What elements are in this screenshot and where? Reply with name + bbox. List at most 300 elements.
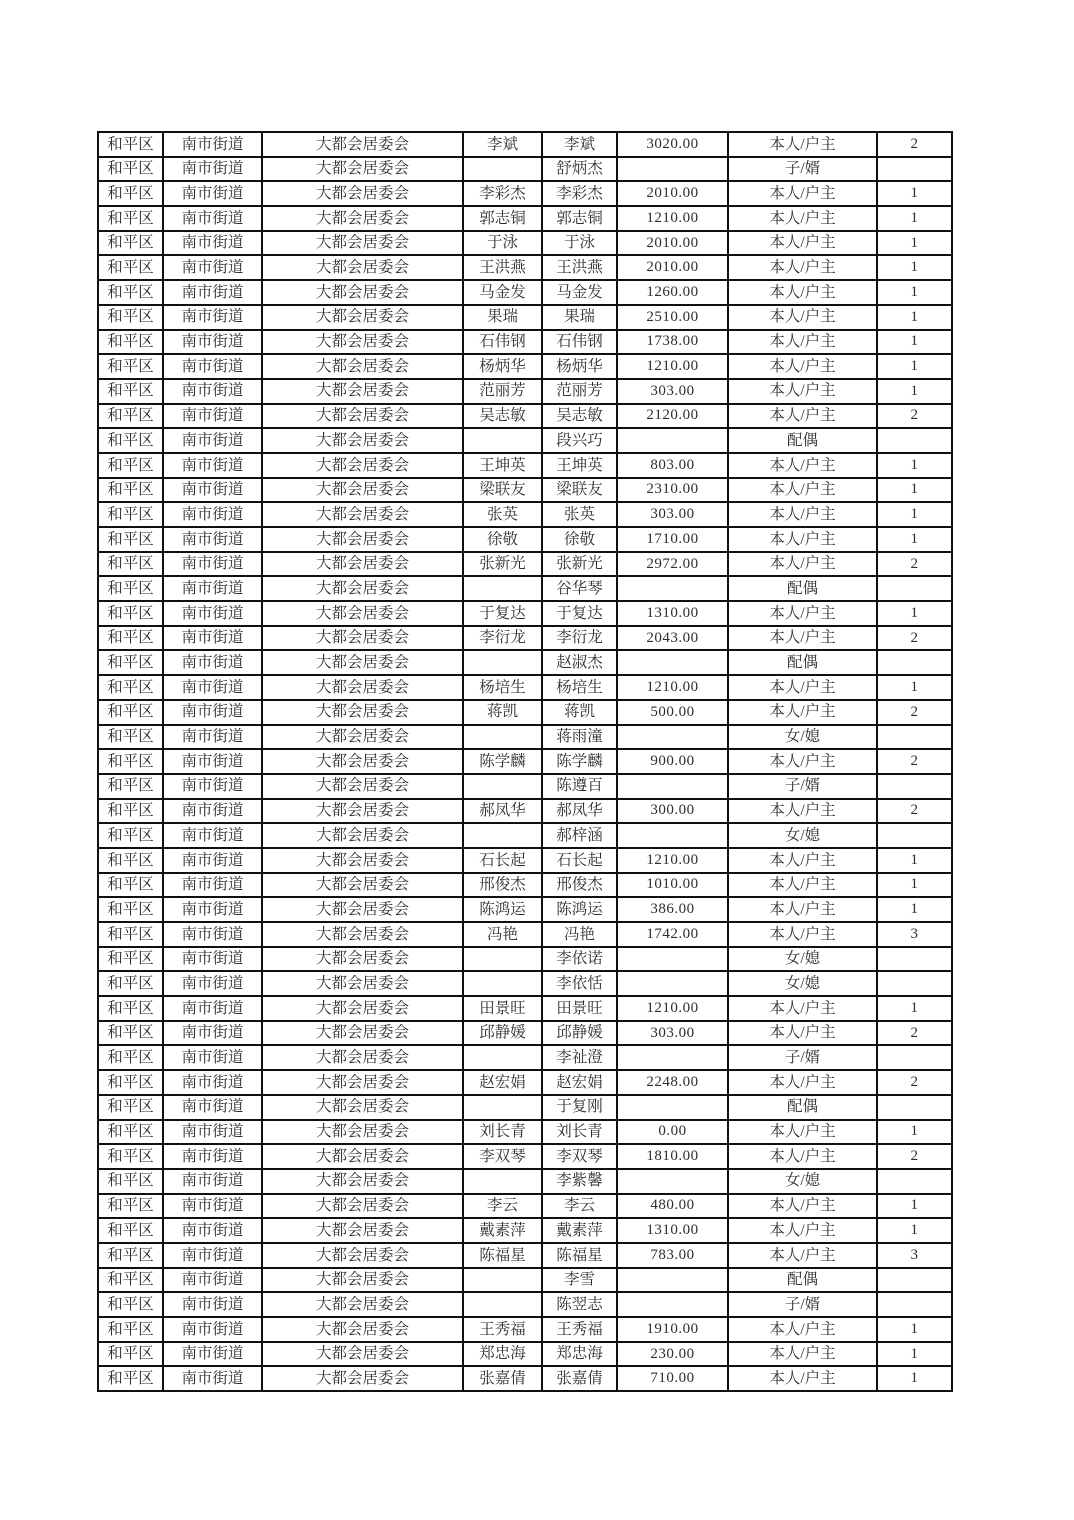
cell-committee: 大都会居委会 <box>262 1144 463 1169</box>
cell-amount <box>617 1292 728 1317</box>
cell-committee: 大都会居委会 <box>262 1070 463 1095</box>
cell-member-name: 张新光 <box>542 552 617 577</box>
cell-street: 南市街道 <box>163 971 262 996</box>
cell-committee: 大都会居委会 <box>262 231 463 256</box>
cell-household-head <box>463 1169 542 1194</box>
cell-person-count <box>877 576 952 601</box>
cell-relation: 本人/户主 <box>728 552 877 577</box>
cell-street: 南市街道 <box>163 404 262 429</box>
cell-relation: 本人/户主 <box>728 255 877 280</box>
cell-relation: 本人/户主 <box>728 1120 877 1145</box>
cell-relation: 本人/户主 <box>728 1218 877 1243</box>
cell-amount <box>617 428 728 453</box>
cell-relation: 本人/户主 <box>728 354 877 379</box>
cell-committee: 大都会居委会 <box>262 1243 463 1268</box>
cell-relation: 本人/户主 <box>728 181 877 206</box>
table-row <box>98 873 952 898</box>
cell-member-name: 舒炳杰 <box>542 157 617 182</box>
cell-member-name: 郑忠海 <box>542 1342 617 1367</box>
cell-member-name: 陈鸿运 <box>542 897 617 922</box>
cell-street: 南市街道 <box>163 749 262 774</box>
cell-street: 南市街道 <box>163 255 262 280</box>
cell-household-head <box>463 1292 542 1317</box>
cell-district: 和平区 <box>98 255 163 280</box>
cell-amount <box>617 774 728 799</box>
cell-household-head: 赵宏娟 <box>463 1070 542 1095</box>
cell-amount <box>617 1095 728 1120</box>
cell-street: 南市街道 <box>163 132 262 157</box>
cell-member-name: 于复达 <box>542 601 617 626</box>
cell-district: 和平区 <box>98 1268 163 1293</box>
table-row <box>98 1317 952 1342</box>
cell-member-name: 王秀福 <box>542 1317 617 1342</box>
cell-person-count: 1 <box>877 502 952 527</box>
cell-district: 和平区 <box>98 873 163 898</box>
cell-person-count: 2 <box>877 700 952 725</box>
cell-household-head: 陈学麟 <box>463 749 542 774</box>
cell-amount: 500.00 <box>617 700 728 725</box>
table-row <box>98 725 952 750</box>
cell-member-name: 李雪 <box>542 1268 617 1293</box>
cell-person-count: 1 <box>877 1218 952 1243</box>
cell-household-head: 杨炳华 <box>463 354 542 379</box>
cell-member-name: 李紫馨 <box>542 1169 617 1194</box>
cell-relation: 本人/户主 <box>728 700 877 725</box>
cell-relation: 配偶 <box>728 1095 877 1120</box>
cell-member-name: 梁联友 <box>542 478 617 503</box>
cell-amount: 1210.00 <box>617 354 728 379</box>
cell-household-head: 李双琴 <box>463 1144 542 1169</box>
cell-committee: 大都会居委会 <box>262 428 463 453</box>
cell-relation: 本人/户主 <box>728 675 877 700</box>
cell-household-head: 李彩杰 <box>463 181 542 206</box>
cell-relation: 子/婿 <box>728 774 877 799</box>
cell-member-name: 陈翌志 <box>542 1292 617 1317</box>
cell-household-head: 张嘉倩 <box>463 1366 542 1391</box>
cell-household-head: 王秀福 <box>463 1317 542 1342</box>
cell-amount: 2043.00 <box>617 626 728 651</box>
cell-amount: 2972.00 <box>617 552 728 577</box>
cell-relation: 本人/户主 <box>728 799 877 824</box>
cell-relation: 本人/户主 <box>728 1144 877 1169</box>
cell-person-count: 2 <box>877 1144 952 1169</box>
cell-amount <box>617 650 728 675</box>
cell-person-count <box>877 971 952 996</box>
cell-member-name: 陈遵百 <box>542 774 617 799</box>
cell-household-head: 张新光 <box>463 552 542 577</box>
cell-person-count: 2 <box>877 799 952 824</box>
cell-member-name: 于泳 <box>542 231 617 256</box>
cell-person-count: 1 <box>877 1120 952 1145</box>
cell-street: 南市街道 <box>163 305 262 330</box>
cell-member-name: 李云 <box>542 1194 617 1219</box>
cell-committee: 大都会居委会 <box>262 181 463 206</box>
cell-amount: 1810.00 <box>617 1144 728 1169</box>
cell-district: 和平区 <box>98 1021 163 1046</box>
cell-household-head: 郝凤华 <box>463 799 542 824</box>
cell-district: 和平区 <box>98 330 163 355</box>
cell-committee: 大都会居委会 <box>262 971 463 996</box>
cell-person-count <box>877 1169 952 1194</box>
cell-relation: 本人/户主 <box>728 478 877 503</box>
cell-street: 南市街道 <box>163 897 262 922</box>
cell-district: 和平区 <box>98 996 163 1021</box>
cell-amount <box>617 823 728 848</box>
cell-committee: 大都会居委会 <box>262 1169 463 1194</box>
cell-street: 南市街道 <box>163 1095 262 1120</box>
cell-household-head <box>463 947 542 972</box>
cell-amount: 900.00 <box>617 749 728 774</box>
cell-committee: 大都会居委会 <box>262 206 463 231</box>
cell-street: 南市街道 <box>163 1243 262 1268</box>
cell-relation: 本人/户主 <box>728 626 877 651</box>
cell-district: 和平区 <box>98 181 163 206</box>
cell-member-name: 李依恬 <box>542 971 617 996</box>
cell-relation: 本人/户主 <box>728 502 877 527</box>
cell-relation: 本人/户主 <box>728 1366 877 1391</box>
cell-member-name: 石伟钢 <box>542 330 617 355</box>
cell-committee: 大都会居委会 <box>262 1317 463 1342</box>
cell-amount: 1210.00 <box>617 675 728 700</box>
cell-member-name: 李依诺 <box>542 947 617 972</box>
cell-district: 和平区 <box>98 157 163 182</box>
cell-committee: 大都会居委会 <box>262 1366 463 1391</box>
cell-person-count: 2 <box>877 1021 952 1046</box>
cell-amount: 303.00 <box>617 502 728 527</box>
cell-committee: 大都会居委会 <box>262 305 463 330</box>
table-row <box>98 1366 952 1391</box>
table-row <box>98 330 952 355</box>
cell-household-head: 李云 <box>463 1194 542 1219</box>
cell-member-name: 赵淑杰 <box>542 650 617 675</box>
cell-committee: 大都会居委会 <box>262 255 463 280</box>
cell-committee: 大都会居委会 <box>262 157 463 182</box>
cell-amount: 2010.00 <box>617 231 728 256</box>
cell-street: 南市街道 <box>163 1268 262 1293</box>
cell-committee: 大都会居委会 <box>262 823 463 848</box>
cell-household-head: 蒋凯 <box>463 700 542 725</box>
table-row <box>98 1045 952 1070</box>
cell-committee: 大都会居委会 <box>262 1342 463 1367</box>
cell-district: 和平区 <box>98 502 163 527</box>
cell-committee: 大都会居委会 <box>262 1045 463 1070</box>
cell-person-count: 1 <box>877 330 952 355</box>
cell-street: 南市街道 <box>163 774 262 799</box>
cell-relation: 女/媳 <box>728 823 877 848</box>
cell-committee: 大都会居委会 <box>262 1268 463 1293</box>
cell-household-head: 杨培生 <box>463 675 542 700</box>
table-row <box>98 1243 952 1268</box>
cell-amount: 303.00 <box>617 1021 728 1046</box>
cell-amount: 1210.00 <box>617 848 728 873</box>
cell-member-name: 戴素萍 <box>542 1218 617 1243</box>
cell-street: 南市街道 <box>163 157 262 182</box>
cell-person-count <box>877 1045 952 1070</box>
cell-relation: 配偶 <box>728 650 877 675</box>
cell-person-count <box>877 725 952 750</box>
table-row <box>98 848 952 873</box>
cell-amount <box>617 1169 728 1194</box>
cell-district: 和平区 <box>98 1317 163 1342</box>
cell-district: 和平区 <box>98 848 163 873</box>
cell-committee: 大都会居委会 <box>262 404 463 429</box>
cell-committee: 大都会居委会 <box>262 725 463 750</box>
cell-committee: 大都会居委会 <box>262 330 463 355</box>
cell-household-head: 石长起 <box>463 848 542 873</box>
cell-amount: 386.00 <box>617 897 728 922</box>
cell-amount: 1310.00 <box>617 1218 728 1243</box>
cell-committee: 大都会居委会 <box>262 996 463 1021</box>
cell-household-head <box>463 1095 542 1120</box>
cell-amount: 2510.00 <box>617 305 728 330</box>
cell-street: 南市街道 <box>163 1169 262 1194</box>
cell-person-count: 2 <box>877 132 952 157</box>
cell-district: 和平区 <box>98 1342 163 1367</box>
cell-street: 南市街道 <box>163 231 262 256</box>
cell-person-count: 3 <box>877 1243 952 1268</box>
cell-amount: 2010.00 <box>617 181 728 206</box>
cell-street: 南市街道 <box>163 626 262 651</box>
cell-household-head: 石伟钢 <box>463 330 542 355</box>
cell-district: 和平区 <box>98 650 163 675</box>
table-row <box>98 478 952 503</box>
cell-household-head <box>463 1268 542 1293</box>
cell-amount: 2310.00 <box>617 478 728 503</box>
cell-amount: 1010.00 <box>617 873 728 898</box>
cell-person-count <box>877 774 952 799</box>
cell-street: 南市街道 <box>163 996 262 1021</box>
cell-street: 南市街道 <box>163 1194 262 1219</box>
cell-amount: 710.00 <box>617 1366 728 1391</box>
cell-member-name: 李祉澄 <box>542 1045 617 1070</box>
table-row <box>98 428 952 453</box>
cell-member-name: 王洪燕 <box>542 255 617 280</box>
table-row <box>98 1194 952 1219</box>
cell-street: 南市街道 <box>163 873 262 898</box>
cell-household-head: 戴素萍 <box>463 1218 542 1243</box>
cell-household-head: 郭志铜 <box>463 206 542 231</box>
cell-street: 南市街道 <box>163 675 262 700</box>
table-row <box>98 354 952 379</box>
cell-committee: 大都会居委会 <box>262 453 463 478</box>
cell-street: 南市街道 <box>163 527 262 552</box>
cell-relation: 本人/户主 <box>728 132 877 157</box>
cell-person-count: 1 <box>877 601 952 626</box>
cell-person-count: 1 <box>877 280 952 305</box>
table-row <box>98 576 952 601</box>
cell-street: 南市街道 <box>163 478 262 503</box>
table-row <box>98 971 952 996</box>
cell-street: 南市街道 <box>163 206 262 231</box>
cell-committee: 大都会居委会 <box>262 280 463 305</box>
cell-household-head: 徐敬 <box>463 527 542 552</box>
cell-person-count: 1 <box>877 379 952 404</box>
cell-relation: 女/媳 <box>728 947 877 972</box>
cell-member-name: 蒋凯 <box>542 700 617 725</box>
cell-committee: 大都会居委会 <box>262 626 463 651</box>
cell-district: 和平区 <box>98 404 163 429</box>
cell-district: 和平区 <box>98 206 163 231</box>
cell-committee: 大都会居委会 <box>262 650 463 675</box>
cell-member-name: 李斌 <box>542 132 617 157</box>
cell-member-name: 谷华琴 <box>542 576 617 601</box>
cell-person-count: 2 <box>877 404 952 429</box>
table-row <box>98 1021 952 1046</box>
cell-amount: 1710.00 <box>617 527 728 552</box>
cell-district: 和平区 <box>98 354 163 379</box>
cell-district: 和平区 <box>98 626 163 651</box>
cell-district: 和平区 <box>98 823 163 848</box>
table-row <box>98 1169 952 1194</box>
cell-member-name: 李衍龙 <box>542 626 617 651</box>
cell-district: 和平区 <box>98 453 163 478</box>
cell-street: 南市街道 <box>163 1342 262 1367</box>
cell-relation: 本人/户主 <box>728 897 877 922</box>
table-row <box>98 1292 952 1317</box>
cell-person-count <box>877 947 952 972</box>
cell-committee: 大都会居委会 <box>262 502 463 527</box>
table-row <box>98 774 952 799</box>
cell-amount: 1910.00 <box>617 1317 728 1342</box>
cell-amount <box>617 1268 728 1293</box>
cell-relation: 本人/户主 <box>728 379 877 404</box>
table-row <box>98 132 952 157</box>
table-row <box>98 650 952 675</box>
cell-member-name: 邱静媛 <box>542 1021 617 1046</box>
cell-household-head <box>463 971 542 996</box>
cell-relation: 女/媳 <box>728 1169 877 1194</box>
cell-street: 南市街道 <box>163 1218 262 1243</box>
cell-person-count: 1 <box>877 1317 952 1342</box>
cell-committee: 大都会居委会 <box>262 922 463 947</box>
cell-street: 南市街道 <box>163 453 262 478</box>
cell-person-count: 3 <box>877 922 952 947</box>
cell-person-count <box>877 823 952 848</box>
cell-amount <box>617 157 728 182</box>
cell-street: 南市街道 <box>163 823 262 848</box>
cell-relation: 本人/户主 <box>728 330 877 355</box>
cell-relation: 配偶 <box>728 576 877 601</box>
table-row <box>98 823 952 848</box>
cell-relation: 本人/户主 <box>728 527 877 552</box>
cell-member-name: 杨培生 <box>542 675 617 700</box>
cell-household-head: 冯艳 <box>463 922 542 947</box>
cell-household-head: 陈福星 <box>463 1243 542 1268</box>
cell-household-head <box>463 774 542 799</box>
cell-amount: 1738.00 <box>617 330 728 355</box>
cell-district: 和平区 <box>98 552 163 577</box>
cell-district: 和平区 <box>98 774 163 799</box>
cell-person-count <box>877 428 952 453</box>
cell-household-head: 李斌 <box>463 132 542 157</box>
cell-person-count <box>877 157 952 182</box>
cell-district: 和平区 <box>98 379 163 404</box>
cell-person-count: 1 <box>877 305 952 330</box>
cell-household-head: 于复达 <box>463 601 542 626</box>
cell-relation: 本人/户主 <box>728 305 877 330</box>
table-row <box>98 157 952 182</box>
cell-committee: 大都会居委会 <box>262 379 463 404</box>
table-row <box>98 527 952 552</box>
cell-street: 南市街道 <box>163 947 262 972</box>
cell-district: 和平区 <box>98 576 163 601</box>
cell-person-count: 1 <box>877 873 952 898</box>
cell-member-name: 陈福星 <box>542 1243 617 1268</box>
cell-member-name: 徐敬 <box>542 527 617 552</box>
cell-relation: 本人/户主 <box>728 404 877 429</box>
cell-amount: 803.00 <box>617 453 728 478</box>
table-row <box>98 280 952 305</box>
cell-member-name: 田景旺 <box>542 996 617 1021</box>
cell-district: 和平区 <box>98 428 163 453</box>
cell-district: 和平区 <box>98 971 163 996</box>
cell-committee: 大都会居委会 <box>262 947 463 972</box>
cell-household-head: 王坤英 <box>463 453 542 478</box>
table-row <box>98 626 952 651</box>
cell-committee: 大都会居委会 <box>262 848 463 873</box>
cell-relation: 本人/户主 <box>728 848 877 873</box>
cell-committee: 大都会居委会 <box>262 1292 463 1317</box>
cell-committee: 大都会居委会 <box>262 527 463 552</box>
cell-district: 和平区 <box>98 725 163 750</box>
cell-household-head <box>463 157 542 182</box>
cell-committee: 大都会居委会 <box>262 478 463 503</box>
table-row <box>98 305 952 330</box>
cell-district: 和平区 <box>98 799 163 824</box>
cell-household-head: 陈鸿运 <box>463 897 542 922</box>
cell-person-count: 1 <box>877 206 952 231</box>
cell-committee: 大都会居委会 <box>262 576 463 601</box>
cell-amount: 1310.00 <box>617 601 728 626</box>
cell-amount: 303.00 <box>617 379 728 404</box>
cell-committee: 大都会居委会 <box>262 1095 463 1120</box>
cell-member-name: 邢俊杰 <box>542 873 617 898</box>
cell-person-count: 1 <box>877 231 952 256</box>
table-row <box>98 799 952 824</box>
cell-street: 南市街道 <box>163 650 262 675</box>
cell-member-name: 陈学麟 <box>542 749 617 774</box>
cell-person-count <box>877 650 952 675</box>
cell-relation: 子/婿 <box>728 1292 877 1317</box>
cell-member-name: 果瑞 <box>542 305 617 330</box>
cell-household-head <box>463 1045 542 1070</box>
cell-relation: 本人/户主 <box>728 1342 877 1367</box>
cell-street: 南市街道 <box>163 552 262 577</box>
cell-member-name: 冯艳 <box>542 922 617 947</box>
cell-district: 和平区 <box>98 1070 163 1095</box>
cell-committee: 大都会居委会 <box>262 897 463 922</box>
table-row <box>98 675 952 700</box>
cell-household-head: 王洪燕 <box>463 255 542 280</box>
cell-district: 和平区 <box>98 1194 163 1219</box>
cell-relation: 子/婿 <box>728 157 877 182</box>
cell-member-name: 范丽芳 <box>542 379 617 404</box>
cell-household-head: 范丽芳 <box>463 379 542 404</box>
cell-relation: 本人/户主 <box>728 996 877 1021</box>
table-row <box>98 502 952 527</box>
cell-person-count: 1 <box>877 181 952 206</box>
cell-household-head: 田景旺 <box>463 996 542 1021</box>
cell-street: 南市街道 <box>163 330 262 355</box>
cell-street: 南市街道 <box>163 354 262 379</box>
cell-member-name: 李双琴 <box>542 1144 617 1169</box>
cell-amount: 0.00 <box>617 1120 728 1145</box>
table-row <box>98 181 952 206</box>
table-row <box>98 1342 952 1367</box>
cell-district: 和平区 <box>98 947 163 972</box>
cell-district: 和平区 <box>98 897 163 922</box>
cell-relation: 本人/户主 <box>728 280 877 305</box>
